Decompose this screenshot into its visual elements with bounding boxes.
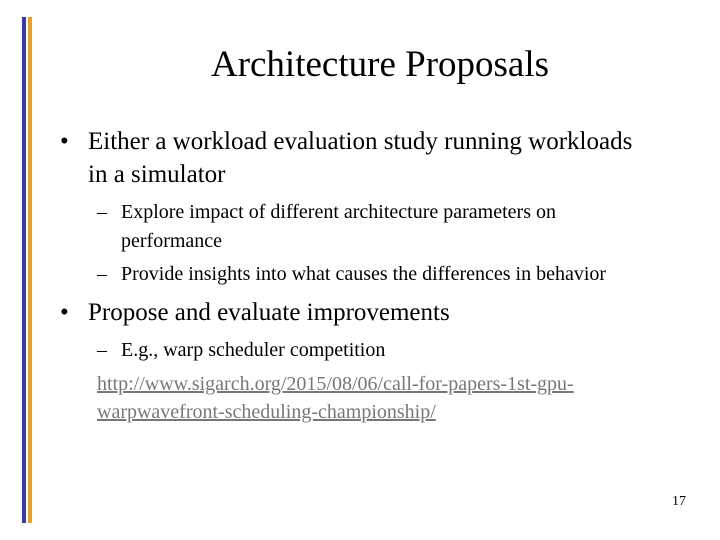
championship-link[interactable] [97, 370, 574, 426]
link-line-2[interactable]: warpwavefront-scheduling-championship/ [97, 401, 436, 423]
bullet-2-text: Propose and evaluate improvements [88, 299, 450, 326]
sub-bullet-1-1-line-2: performance [121, 230, 223, 252]
left-accent-bar-orange [28, 17, 32, 523]
sub-bullet-1-1-line-1: Explore impact of different architecture parameters on [121, 201, 556, 223]
sub-bullet-2-1-text: E.g., warp scheduler competition [121, 339, 386, 361]
left-accent-bar-blue [22, 17, 26, 523]
dash-icon: – [97, 201, 107, 223]
sub-bullet-1-2-text: Provide insights into what causes the differences in behavior [121, 263, 607, 285]
link-line-1[interactable]: http://www.sigarch.org/2015/08/06/call-for-papers-1st-gpu- [97, 373, 574, 395]
dash-icon: – [97, 263, 107, 285]
slide-title: Architecture Proposals [210, 44, 550, 85]
bullet-1-line-1: Either a workload evaluation study running workloads [88, 128, 633, 155]
page-number: 17 [672, 494, 686, 509]
bullet-dot-icon: • [60, 128, 69, 155]
bullet-dot-icon: • [60, 299, 69, 326]
dash-icon: – [97, 339, 107, 361]
bullet-1-line-2: in a simulator [88, 161, 226, 188]
